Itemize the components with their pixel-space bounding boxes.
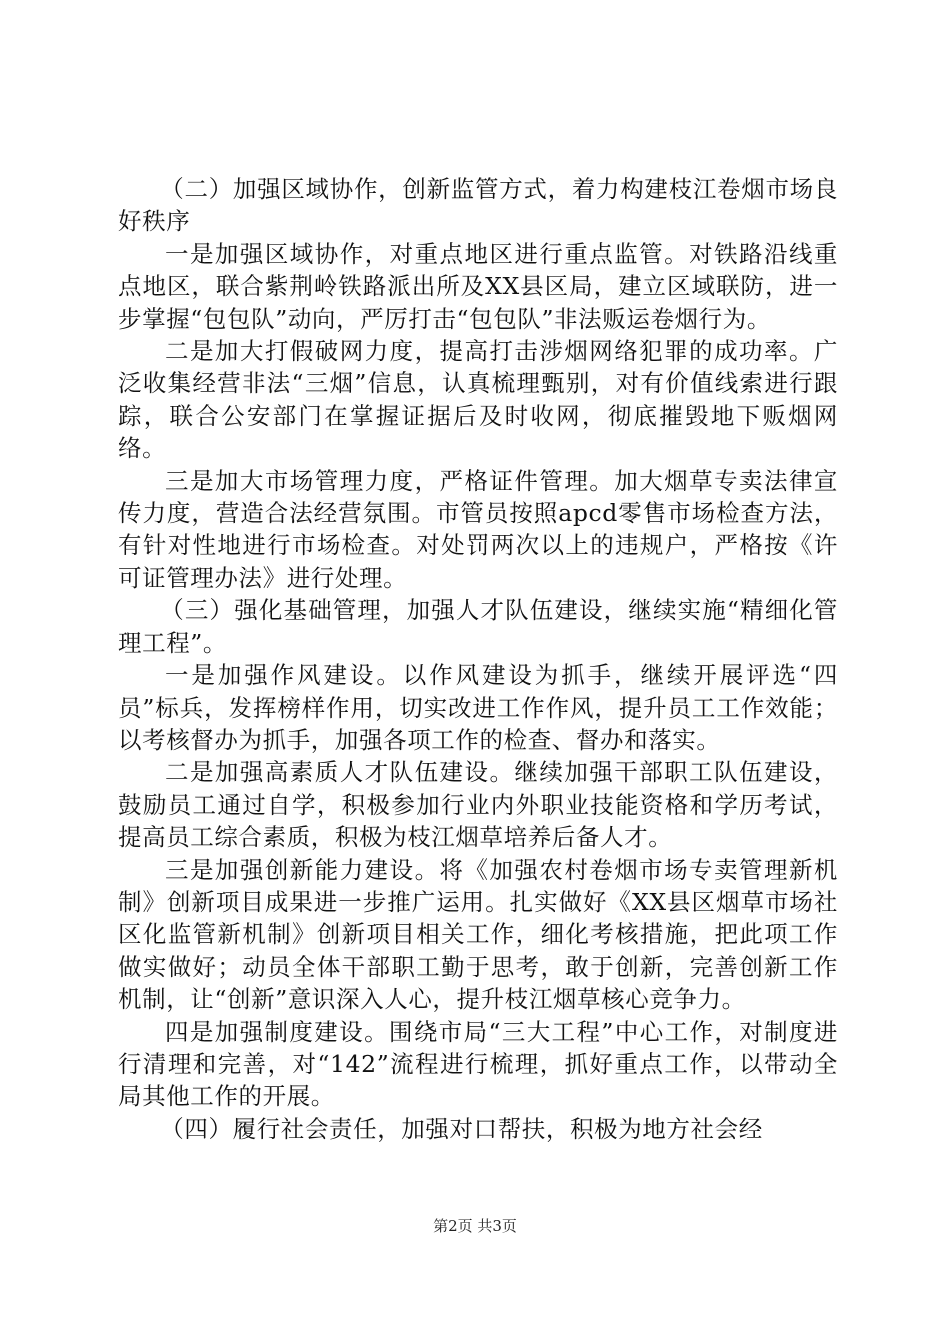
paragraph: 二是加强高素质人才队伍建设。继续加强干部职工队伍建设，鼓励员工通过自学，积极参加行业内外职业技能资格和学历考试，提高员工综合素质，积极为枝江烟草培养后备人才。	[118, 758, 838, 852]
paragraph: 三是加大市场管理力度，严格证件管理。加大烟草专卖法律宣传力度，营造合法经营氛围。市管员按照apcd零售市场检查方法，有针对性地进行市场检查。对处罚两次以上的违规户，严格按《许可证管理办法》进行处理。	[118, 466, 838, 592]
section-heading-3: （三）强化基础管理，加强人才队伍建设，继续实施“精细化管理工程”。	[118, 596, 838, 657]
paragraph: 一是加强作风建设。以作风建设为抓手，继续开展评选“四员”标兵，发挥榜样作用，切实改进工作作风，提升员工工作效能；以考核督办为抓手，加强各项工作的检查、督办和落实。	[118, 661, 838, 754]
paragraph: 二是加大打假破网力度，提高打击涉烟网络犯罪的成功率。广泛收集经营非法“三烟”信息，认真梳理甄别，对有价值线索进行跟踪，联合公安部门在掌握证据后及时收网，彻底摧毁地下贩烟网络。	[118, 337, 838, 463]
paragraph: 三是加强创新能力建设。将《加强农村卷烟市场专卖管理新机制》创新项目成果进一步推广运用。扎实做好《XX县区烟草市场社区化监管新机制》创新项目相关工作，细化考核措施，把此项工作做实做好；动员全体干部职工勤于思考，敢于创新，完善创新工作机制，让“创新”意识深入人心，提升枝江烟草核心竞争力。	[118, 855, 838, 1014]
page-number-footer: 第2页 共3页	[433, 1217, 517, 1235]
paragraph: 四是加强制度建设。围绕市局“三大工程”中心工作，对制度进行清理和完善，对“142”流程进行梳理，抓好重点工作，以带动全局其他工作的开展。	[118, 1017, 838, 1111]
section-heading-2: （二）加强区域协作，创新监管方式，着力构建枝江卷烟市场良好秩序	[118, 175, 838, 236]
section-heading-4: （四）履行社会责任，加强对口帮扶，积极为地方社会经	[160, 1114, 763, 1143]
paragraph: 一是加强区域协作，对重点地区进行重点监管。对铁路沿线重点地区，联合紫荆岭铁路派出所及XX县区局，建立区域联防，进一步掌握“包包队”动向，严厉打击“包包队”非法贩运卷烟行为。	[118, 239, 838, 333]
document-body	[118, 173, 838, 1145]
